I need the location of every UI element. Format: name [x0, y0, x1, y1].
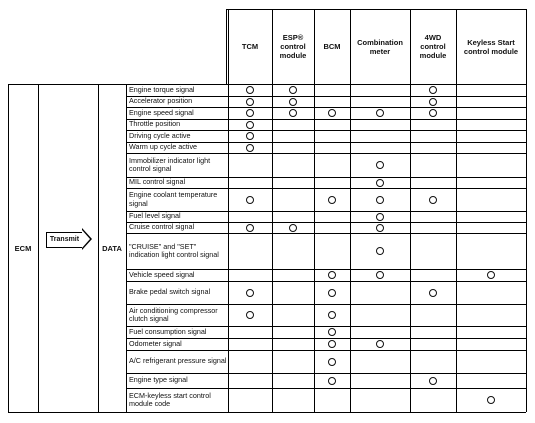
circle-mark-icon: [328, 377, 336, 385]
circle-mark-icon: [429, 289, 437, 297]
signal-name: Engine torque signal: [129, 84, 195, 94]
circle-mark-icon: [289, 86, 297, 94]
circle-mark-icon: [429, 98, 437, 106]
circle-mark-icon: [246, 109, 254, 117]
signal-name: Throttle position: [129, 119, 181, 129]
signal-name: Accelerator position: [129, 96, 193, 106]
column-header: Combination meter: [357, 37, 403, 56]
signal-name: A/C refrigerant pressure signal: [129, 356, 227, 366]
circle-mark-icon: [376, 213, 384, 221]
circle-mark-icon: [328, 358, 336, 366]
signal-name: Vehicle speed signal: [129, 269, 195, 279]
column-header: ESP® control module: [279, 33, 307, 60]
signal-name: Engine type signal: [129, 375, 188, 385]
circle-mark-icon: [328, 311, 336, 319]
table-bottom-border: [8, 412, 526, 413]
circle-mark-icon: [328, 328, 336, 336]
signal-name: Immobilizer indicator light control signal: [129, 155, 211, 173]
circle-mark-icon: [376, 271, 384, 279]
signal-name: Engine coolant temperature signal: [129, 190, 218, 208]
table-top-border: [8, 84, 526, 85]
circle-mark-icon: [246, 121, 254, 129]
signal-name: Driving cycle active: [129, 130, 191, 140]
circle-mark-icon: [376, 179, 384, 187]
table-left-border: [8, 84, 9, 412]
circle-mark-icon: [328, 196, 336, 204]
signal-name: Odometer signal: [129, 338, 182, 348]
signal-name: Brake pedal switch signal: [129, 287, 211, 297]
section-divider: [38, 84, 39, 412]
circle-mark-icon: [246, 311, 254, 319]
circle-mark-icon: [429, 377, 437, 385]
circle-mark-icon: [376, 196, 384, 204]
transmit-label: Transmit: [49, 235, 80, 243]
signal-name: Cruise control signal: [129, 222, 195, 232]
signal-name: MIL control signal: [129, 177, 186, 187]
circle-mark-icon: [289, 109, 297, 117]
column-header: BCM: [323, 42, 341, 51]
circle-mark-icon: [328, 271, 336, 279]
section-divider: [98, 84, 99, 412]
circle-mark-icon: [376, 247, 384, 255]
circle-mark-icon: [246, 132, 254, 140]
signal-name: ECM-keyless start control module code: [129, 390, 211, 408]
column-header: TCM: [241, 42, 259, 51]
circle-mark-icon: [429, 196, 437, 204]
circle-mark-icon: [246, 98, 254, 106]
column-header: Keyless Start control module: [463, 37, 519, 56]
circle-mark-icon: [376, 340, 384, 348]
source-ecm-label: ECM: [14, 243, 32, 253]
circle-mark-icon: [429, 86, 437, 94]
circle-mark-icon: [429, 109, 437, 117]
signal-name: Air conditioning compressor clutch signal: [129, 305, 218, 323]
column-header: 4WD control module: [419, 33, 447, 60]
circle-mark-icon: [289, 224, 297, 232]
data-label: DATA: [102, 243, 122, 253]
circle-mark-icon: [246, 289, 254, 297]
signal-name: Warm up cycle active: [129, 142, 198, 152]
circle-mark-icon: [246, 86, 254, 94]
circle-mark-icon: [376, 109, 384, 117]
circle-mark-icon: [328, 340, 336, 348]
circle-mark-icon: [487, 271, 495, 279]
signal-name: "CRUISE" and "SET" indication light control signal: [129, 241, 219, 259]
circle-mark-icon: [289, 98, 297, 106]
signal-name: Fuel consumption signal: [129, 326, 207, 336]
circle-mark-icon: [246, 224, 254, 232]
circle-mark-icon: [376, 161, 384, 169]
circle-mark-icon: [376, 224, 384, 232]
circle-mark-icon: [487, 396, 495, 404]
signal-name: Fuel level signal: [129, 211, 181, 221]
circle-mark-icon: [328, 289, 336, 297]
circle-mark-icon: [246, 196, 254, 204]
circle-mark-icon: [246, 144, 254, 152]
signal-name: Engine speed signal: [129, 107, 194, 117]
circle-mark-icon: [328, 109, 336, 117]
